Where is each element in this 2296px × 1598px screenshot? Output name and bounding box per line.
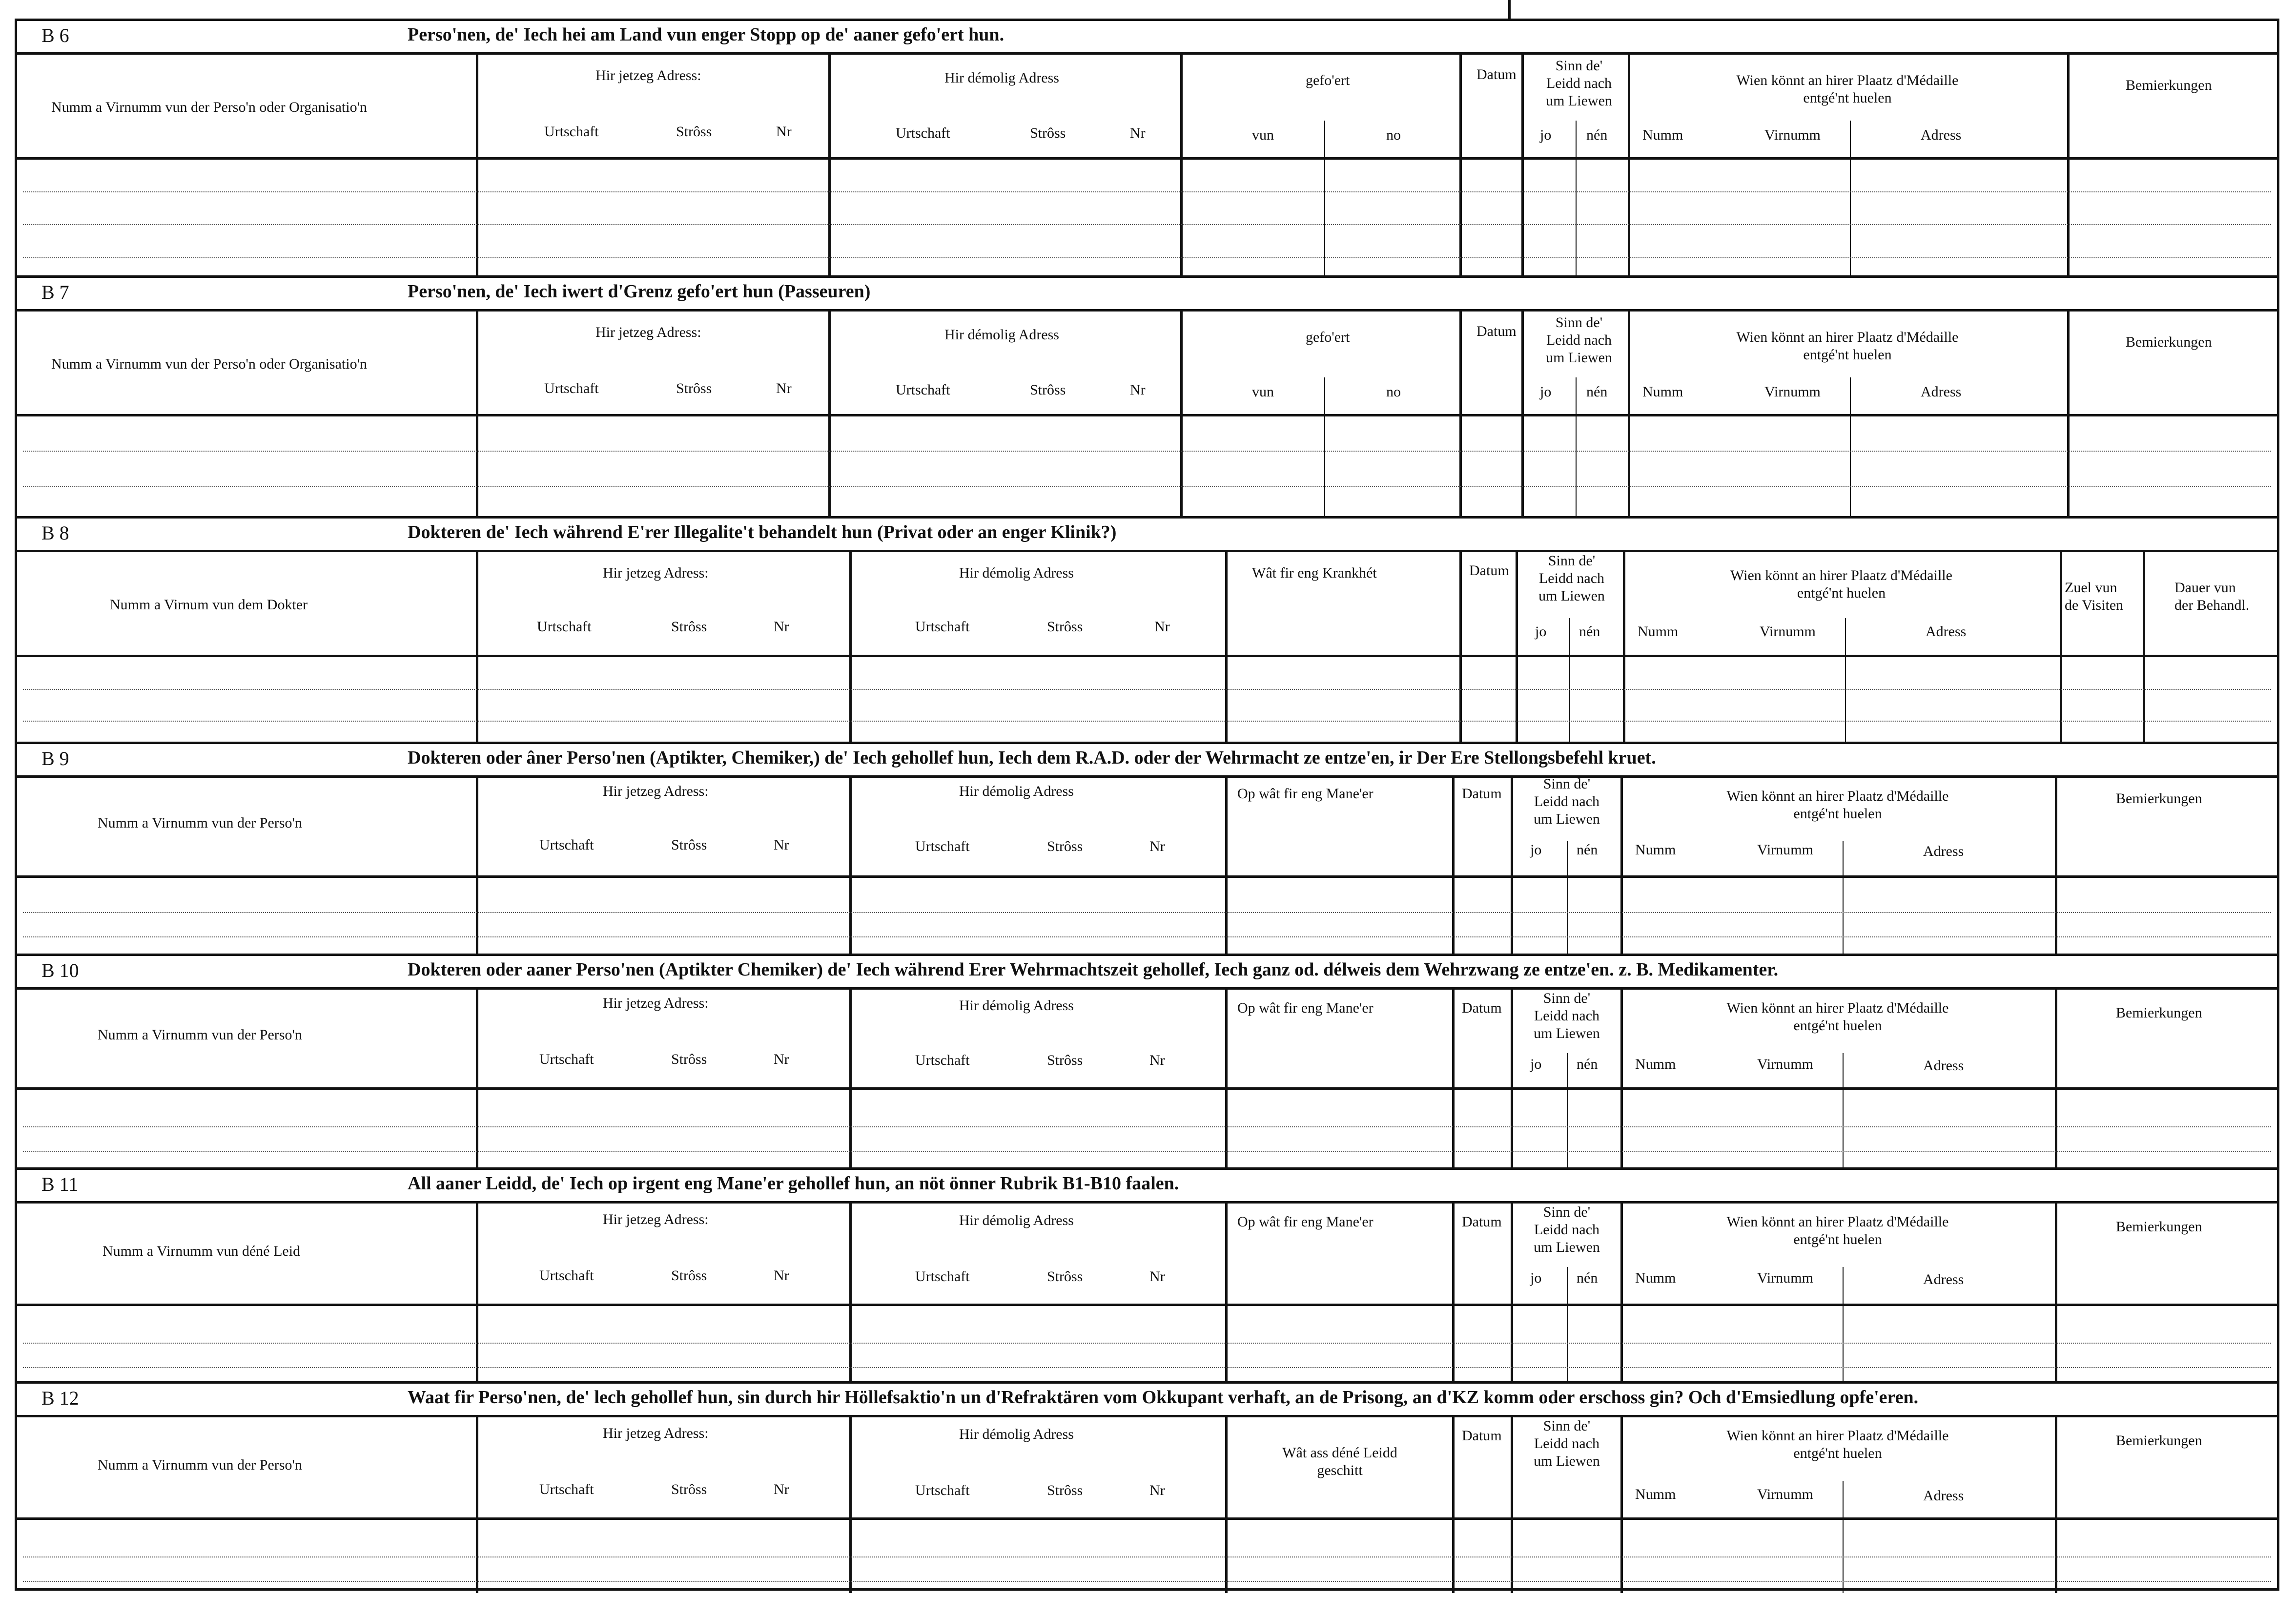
illness-header: Wât fir eng Krankhét <box>1252 565 1377 581</box>
section-code: B 12 <box>41 1387 79 1409</box>
number-label: Nr <box>774 619 789 635</box>
section-title: Dokteren oder aaner Perso'nen (Aptikter Chemiker) de' Iech während Erer Wehrmachtszeit gehollef, Iech ganz od. délweis dem Wehrzwang ze entze'en. z. B. Medikamenter. <box>408 959 1779 980</box>
locality-label: Urtschaft <box>539 1051 594 1067</box>
no-label: nén <box>1577 842 1598 858</box>
number-label: Nr <box>1149 1482 1165 1498</box>
firstname-label: Virnumm <box>1764 127 1821 143</box>
current-address-header: Hir jetzeg Adress: <box>603 1425 709 1441</box>
section-title: Dokteren oder âner Perso'nen (Aptikter, Chemiker,) de' Iech gehollef hun, Iech dem R.A.D. oder der Wehrmacht ze entze'en, ir Der Ere Stellongsbefehl kruet. <box>408 747 1656 768</box>
section-title: Perso'nen, de' Iech hei am Land vun enger Stopp op de' aaner gefo'ert hun. <box>408 24 1004 45</box>
alive-header: Sinn de' Leidd nach um Liewen <box>1534 990 1600 1041</box>
yes-label: jo <box>1530 1270 1542 1286</box>
date-header: Datum <box>1462 1214 1502 1230</box>
number-label: Nr <box>1154 619 1170 635</box>
address-label: Adress <box>1921 127 1962 143</box>
firstname-label: Virnumm <box>1757 842 1813 858</box>
yes-label: jo <box>1530 1056 1542 1072</box>
no-label: nén <box>1577 1270 1598 1286</box>
no-label: nén <box>1579 623 1600 640</box>
section-table <box>17 987 2277 1170</box>
address-label: Adress <box>1921 384 1962 400</box>
medal-header: Wien könnt an hirer Plaatz d'Médaille entgé'nt huelen <box>1726 1214 1949 1247</box>
treatment-duration-header: Dauer vun der Behandl. <box>2174 580 2250 613</box>
visits-header: Zuel vun de Visiten <box>2065 580 2124 613</box>
alive-header: Sinn de' Leidd nach um Liewen <box>1534 776 1600 827</box>
no-label: nén <box>1586 127 1608 143</box>
firstname-label: Virnumm <box>1757 1270 1813 1286</box>
former-address-header: Hir démolig Adress <box>944 327 1059 343</box>
remarks-header: Bemierkungen <box>2116 1219 2202 1235</box>
former-address-header: Hir démolig Adress <box>959 997 1074 1014</box>
section-table <box>17 550 2277 744</box>
address-label: Adress <box>1923 843 1964 859</box>
alive-header: Sinn de' Leidd nach um Liewen <box>1546 314 1612 366</box>
alive-header: Sinn de' Leidd nach um Liewen <box>1538 553 1605 604</box>
refugee-helpers-form <box>15 19 2279 1591</box>
street-label: Strôss <box>671 1051 707 1067</box>
former-address-header: Hir démolig Adress <box>959 1426 1074 1442</box>
name-column-header: Numm a Virnumm vun déné Leid <box>102 1243 301 1259</box>
section-table <box>17 309 2277 519</box>
surname-label: Numm <box>1642 384 1683 400</box>
street-label: Strôss <box>1047 619 1083 635</box>
street-label: Strôss <box>1047 1268 1083 1285</box>
section-title: Perso'nen, de' Iech iwert d'Grenz gefo'ert hun (Passeuren) <box>408 281 871 302</box>
surname-label: Numm <box>1642 127 1683 143</box>
section-code: B 8 <box>41 522 69 544</box>
transported-header: gefo'ert <box>1306 72 1350 88</box>
remarks-header: Bemierkungen <box>2116 790 2202 807</box>
remarks-header: Bemierkungen <box>2116 1432 2202 1449</box>
remarks-header: Bemierkungen <box>2126 334 2212 350</box>
current-address-header: Hir jetzeg Adress: <box>603 995 709 1011</box>
medal-header: Wien könnt an hirer Plaatz d'Médaille entgé'nt huelen <box>1726 1428 1949 1461</box>
former-address-header: Hir démolig Adress <box>959 565 1074 581</box>
street-label: Strôss <box>1030 125 1066 141</box>
name-column-header: Numm a Virnumm vun der Perso'n <box>98 1457 302 1473</box>
section-b7 <box>17 275 2277 516</box>
address-label: Adress <box>1923 1058 1964 1074</box>
remarks-header: Bemierkungen <box>2116 1005 2202 1021</box>
name-column-header: Numm a Virnumm vun der Perso'n oder Organisatio'n <box>51 356 367 372</box>
section-b9 <box>17 742 2277 954</box>
name-column-header: Numm a Virnumm vun der Perso'n <box>98 815 302 831</box>
locality-label: Urtschaft <box>915 1268 970 1285</box>
date-header: Datum <box>1462 1428 1502 1444</box>
locality-label: Urtschaft <box>896 382 950 398</box>
manner-header: Op wât fir eng Mane'er <box>1237 1000 1374 1016</box>
date-header: Datum <box>1476 323 1517 339</box>
section-b6 <box>17 19 2277 275</box>
section-title: Dokteren de' Iech während E'rer Illegalite't behandelt hun (Privat oder an enger Klinik?) <box>408 522 1117 542</box>
former-address-header: Hir démolig Adress <box>944 70 1059 86</box>
street-label: Strôss <box>671 1267 707 1284</box>
section-table <box>17 1415 2277 1593</box>
yes-label: jo <box>1530 842 1542 858</box>
section-code: B 6 <box>41 24 69 46</box>
locality-label: Urtschaft <box>915 1482 970 1498</box>
number-label: Nr <box>776 380 792 396</box>
street-label: Strôss <box>676 380 712 396</box>
section-b12 <box>17 1381 2277 1591</box>
to-label: no <box>1386 127 1401 143</box>
name-column-header: Numm a Virnum vun dem Dokter <box>110 597 308 613</box>
address-label: Adress <box>1923 1271 1964 1287</box>
number-label: Nr <box>774 1267 789 1284</box>
current-address-header: Hir jetzeg Adress: <box>595 67 701 83</box>
address-label: Adress <box>1926 623 1967 640</box>
date-header: Datum <box>1476 66 1517 83</box>
name-column-header: Numm a Virnumm vun der Perso'n oder Organisatio'n <box>51 99 367 115</box>
to-label: no <box>1386 384 1401 400</box>
alive-header: Sinn de' Leidd nach um Liewen <box>1534 1204 1600 1255</box>
street-label: Strôss <box>671 619 707 635</box>
locality-label: Urtschaft <box>539 1267 594 1284</box>
number-label: Nr <box>776 124 792 140</box>
number-label: Nr <box>1149 838 1165 854</box>
no-label: nén <box>1586 384 1608 400</box>
medal-header: Wien könnt an hirer Plaatz d'Médaille entgé'nt huelen <box>1726 1000 1949 1034</box>
section-title: Waat fir Perso'nen, de' lech gehollef hun, sin durch hir Höllefsaktio'n un d'Refraktären vom Okkupant verhaft, an de Prisong, an d'KZ komm oder erschoss gin? Och d'Emsiedlung opfe'eren. <box>408 1387 1919 1408</box>
medal-header: Wien könnt an hirer Plaatz d'Médaille entgé'nt huelen <box>1730 567 1952 601</box>
date-header: Datum <box>1469 562 1509 579</box>
surname-label: Numm <box>1635 1270 1676 1286</box>
medal-header: Wien könnt an hirer Plaatz d'Médaille entgé'nt huelen <box>1726 788 1949 822</box>
from-label: vun <box>1252 384 1274 400</box>
locality-label: Urtschaft <box>896 125 950 141</box>
from-label: vun <box>1252 127 1274 143</box>
locality-label: Urtschaft <box>544 380 599 396</box>
number-label: Nr <box>1130 382 1146 398</box>
section-table <box>17 1201 2277 1384</box>
surname-label: Numm <box>1638 623 1679 640</box>
street-label: Strôss <box>1047 838 1083 854</box>
medal-header: Wien könnt an hirer Plaatz d'Médaille entgé'nt huelen <box>1736 72 1959 106</box>
alive-header: Sinn de' Leidd nach um Liewen <box>1546 58 1612 109</box>
current-address-header: Hir jetzeg Adress: <box>595 324 701 340</box>
yes-label: jo <box>1540 127 1552 143</box>
number-label: Nr <box>1149 1268 1165 1285</box>
alive-header: Sinn de' Leidd nach um Liewen <box>1534 1418 1600 1469</box>
medal-header: Wien könnt an hirer Plaatz d'Médaille entgé'nt huelen <box>1736 329 1959 363</box>
section-code: B 7 <box>41 281 69 303</box>
locality-label: Urtschaft <box>915 619 970 635</box>
section-title: All aaner Leidd, de' Iech op irgent eng Mane'er gehollef hun, an nöt önner Rubrik B1-B10 faalen. <box>408 1173 1179 1194</box>
current-address-header: Hir jetzeg Adress: <box>603 1211 709 1227</box>
manner-header: Op wât fir eng Mane'er <box>1237 1214 1374 1230</box>
firstname-label: Virnumm <box>1757 1056 1813 1072</box>
current-address-header: Hir jetzeg Adress: <box>603 565 709 581</box>
section-b8 <box>17 516 2277 742</box>
street-label: Strôss <box>671 1481 707 1497</box>
locality-label: Urtschaft <box>915 838 970 854</box>
number-label: Nr <box>774 1051 789 1067</box>
section-code: B 9 <box>41 747 69 769</box>
locality-label: Urtschaft <box>537 619 592 635</box>
section-code: B 11 <box>41 1173 79 1195</box>
street-label: Strôss <box>1030 382 1066 398</box>
number-label: Nr <box>774 837 789 853</box>
locality-label: Urtschaft <box>539 1481 594 1497</box>
former-address-header: Hir démolig Adress <box>959 783 1074 799</box>
date-header: Datum <box>1462 786 1502 802</box>
firstname-label: Virnumm <box>1764 384 1821 400</box>
number-label: Nr <box>1149 1052 1165 1068</box>
current-address-header: Hir jetzeg Adress: <box>603 783 709 799</box>
what-happened-header: Wât ass déné Leidd geschitt <box>1282 1445 1397 1478</box>
no-label: nén <box>1577 1056 1598 1072</box>
locality-label: Urtschaft <box>544 124 599 140</box>
date-header: Datum <box>1462 1000 1502 1016</box>
street-label: Strôss <box>676 124 712 140</box>
number-label: Nr <box>1130 125 1146 141</box>
section-b10 <box>17 954 2277 1167</box>
firstname-label: Virnumm <box>1757 1486 1813 1502</box>
section-table <box>17 775 2277 956</box>
surname-label: Numm <box>1635 1056 1676 1072</box>
locality-label: Urtschaft <box>539 837 594 853</box>
top-tick-mark <box>1508 0 1511 19</box>
remarks-header: Bemierkungen <box>2126 77 2212 93</box>
street-label: Strôss <box>671 837 707 853</box>
surname-label: Numm <box>1635 842 1676 858</box>
former-address-header: Hir démolig Adress <box>959 1212 1074 1228</box>
number-label: Nr <box>774 1481 789 1497</box>
street-label: Strôss <box>1047 1482 1083 1498</box>
section-code: B 10 <box>41 959 79 981</box>
name-column-header: Numm a Virnumm vun der Perso'n <box>98 1027 302 1043</box>
surname-label: Numm <box>1635 1486 1676 1502</box>
street-label: Strôss <box>1047 1052 1083 1068</box>
yes-label: jo <box>1535 623 1547 640</box>
manner-header: Op wât fir eng Mane'er <box>1237 786 1374 802</box>
yes-label: jo <box>1540 384 1552 400</box>
section-b11 <box>17 1167 2277 1381</box>
address-label: Adress <box>1923 1488 1964 1504</box>
locality-label: Urtschaft <box>915 1052 970 1068</box>
transported-header: gefo'ert <box>1306 329 1350 345</box>
section-table <box>17 52 2277 278</box>
firstname-label: Virnumm <box>1760 623 1816 640</box>
